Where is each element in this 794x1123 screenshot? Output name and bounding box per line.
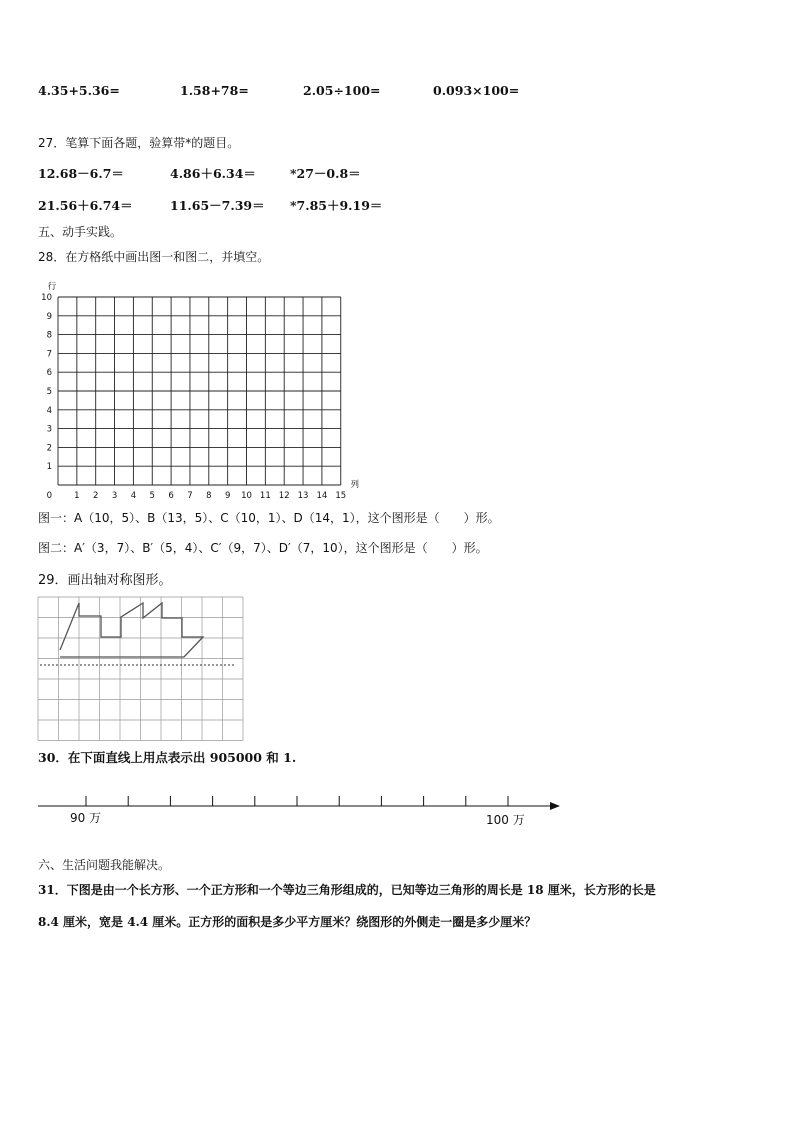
x-tick-label: 12 bbox=[278, 491, 290, 501]
x-tick-label: 8 bbox=[206, 491, 212, 501]
y-tick-label: 3 bbox=[46, 424, 52, 435]
y-tick-label: 5 bbox=[46, 387, 52, 397]
y-tick-label: 6 bbox=[46, 368, 52, 379]
q28-figure1: 图一：A（10，5）、B（13，5）、C（10，1）、D（14，1），这个图形是（ ）形。 bbox=[38, 511, 500, 525]
x-tick-label: 6 bbox=[168, 491, 174, 501]
calc-1: 4.35+5.36= bbox=[38, 83, 120, 98]
section-5-heading: 五、动手实践。 bbox=[38, 225, 123, 239]
y-tick-label: 10 bbox=[41, 293, 52, 303]
symmetry-grid bbox=[38, 597, 248, 742]
arrow-head-icon bbox=[550, 802, 560, 810]
q27-item: *27－0.8＝ bbox=[290, 166, 361, 181]
x-tick-label: 14 bbox=[316, 491, 328, 501]
q27-item: 11.65－7.39＝ bbox=[170, 198, 265, 213]
y-axis-label: 行 bbox=[47, 282, 57, 292]
y-tick-label: 2 bbox=[46, 443, 52, 454]
q27-item: 12.68－6.7＝ bbox=[38, 166, 124, 181]
x-tick-label: 15 bbox=[335, 491, 347, 501]
q27-item: 21.56＋6.74＝ bbox=[38, 198, 133, 213]
q27-item: 4.86＋6.34＝ bbox=[170, 166, 256, 181]
calc-2: 1.58+78= bbox=[180, 83, 249, 98]
calc-4: 0.093×100= bbox=[433, 83, 520, 98]
x-axis-label: 列 bbox=[350, 480, 360, 490]
y-tick-label: 0 bbox=[46, 491, 52, 501]
y-tick-label: 9 bbox=[46, 311, 52, 322]
y-tick-label: 1 bbox=[46, 462, 52, 473]
q31-line1: 31．下图是由一个长方形、一个正方形和一个等边三角形组成的，已知等边三角形的周长是 18 厘米，长方形的长是 bbox=[38, 883, 656, 897]
q29-title: 29．画出轴对称图形。 bbox=[38, 573, 172, 588]
x-tick-label: 9 bbox=[224, 491, 231, 501]
y-tick-label: 4 bbox=[46, 405, 52, 416]
x-tick-label: 3 bbox=[111, 491, 118, 501]
section-6-heading: 六、生活问题我能解决。 bbox=[38, 858, 171, 872]
q31-line2: 8.4 厘米，宽是 4.4 厘米。正方形的面积是多少平方厘米？绕图形的外侧走一圈是多少厘米？ bbox=[38, 915, 537, 929]
x-tick-label: 13 bbox=[297, 491, 309, 501]
x-tick-label: 11 bbox=[259, 491, 271, 501]
x-tick-label: 1 bbox=[74, 491, 80, 501]
number-line-label-left: 90 万 bbox=[70, 811, 102, 825]
y-tick-label: 7 bbox=[46, 349, 52, 360]
x-tick-label: 2 bbox=[92, 491, 99, 501]
q27-title: 27．笔算下面各题，验算带*的题目。 bbox=[38, 136, 240, 150]
q28-title: 28．在方格纸中画出图一和图二，并填空。 bbox=[38, 250, 270, 264]
q28-figure2: 图二：A′（3，7）、B′（5，4）、C′（9，7）、D′（7，10），这个图形是（ ）形。 bbox=[38, 541, 488, 555]
x-tick-label: 10 bbox=[241, 491, 252, 501]
x-tick-label: 5 bbox=[149, 491, 155, 501]
coordinate-grid bbox=[30, 272, 370, 501]
q27-item: *7.85＋9.19＝ bbox=[290, 198, 383, 213]
calc-3: 2.05÷100= bbox=[303, 83, 381, 98]
number-line-label-right: 100 万 bbox=[486, 813, 525, 827]
x-tick-label: 4 bbox=[130, 491, 137, 501]
y-tick-label: 8 bbox=[46, 330, 52, 341]
x-tick-label: 7 bbox=[187, 491, 193, 501]
q30-title: 30．在下面直线上用点表示出 905000 和 1. bbox=[38, 750, 297, 765]
